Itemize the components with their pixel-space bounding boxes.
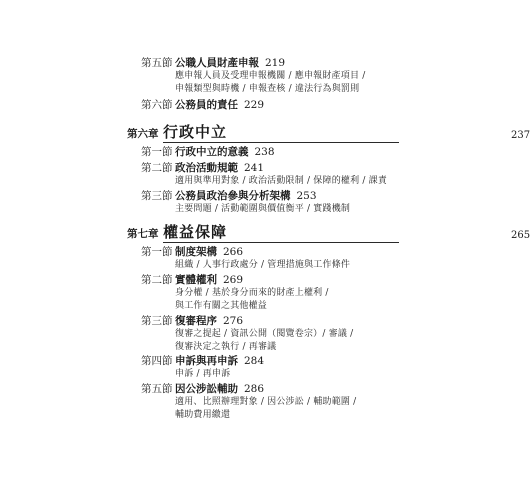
toc-chapter-6 <box>127 123 530 144</box>
section-page-number: 241 <box>244 162 265 174</box>
section-title: 實體權利 <box>175 274 217 286</box>
section-title: 申訴與再申訴 <box>175 355 238 367</box>
section-subtopics: 適用、比照辦理對象 / 因公涉訟 / 輔助範圍 / <box>175 397 357 407</box>
section-title: 因公涉訟輔助 <box>175 383 238 395</box>
section-number: 第三節 <box>141 315 173 327</box>
toc-chapter-7 <box>127 223 530 244</box>
section-subtopics: 應申報人員及受理申報機關 / 應申報財產項目 / <box>175 71 366 81</box>
section-number: 第一節 <box>141 246 173 258</box>
section-number: 第二節 <box>141 162 173 174</box>
section-number: 第四節 <box>141 355 173 367</box>
section-title: 行政中立的意義 <box>175 146 249 158</box>
toc-section-6-3 <box>141 190 441 216</box>
toc-section-7-1 <box>141 246 441 272</box>
section-title: 政治活動規範 <box>175 162 238 174</box>
section-subtopics: 適用與準用對象 / 政治活動限制 / 保障的權利 / 課責 <box>175 176 388 186</box>
toc-section-7-4 <box>141 355 441 381</box>
chapter-page-number: 237 <box>511 130 530 141</box>
toc-section-6-2 <box>141 162 441 188</box>
toc-section-7-5 <box>141 383 441 422</box>
section-subtopics: 輔助費用繳還 <box>175 410 231 420</box>
section-title: 公職人員財產申報 <box>175 57 259 69</box>
section-page-number: 266 <box>223 246 244 258</box>
section-page-number: 238 <box>254 146 275 158</box>
section-subtopics: 與工作有關之其他權益 <box>175 301 268 311</box>
section-subtopics: 主要問題 / 活動範圍與價值衡平 / 實踐機制 <box>175 204 351 214</box>
chapter-rule <box>163 142 399 143</box>
section-number: 第三節 <box>141 190 173 202</box>
chapter-page-number: 265 <box>511 230 530 241</box>
section-subtopics: 復審之提起 / 資訊公開（閱覽卷宗）/ 審議 / <box>175 329 354 339</box>
chapter-number: 第六章 <box>127 128 159 140</box>
section-number: 第二節 <box>141 274 173 286</box>
section-page-number: 253 <box>296 190 317 202</box>
toc-section-5-5 <box>141 57 441 96</box>
toc-section-6-1 <box>141 146 441 159</box>
chapter-title: 行政中立 <box>163 123 228 141</box>
chapter-title: 權益保障 <box>163 223 228 241</box>
section-page-number: 286 <box>244 383 265 395</box>
toc-section-7-3 <box>141 315 441 354</box>
section-title: 公務員政治參與分析架構 <box>175 190 291 202</box>
section-number: 第六節 <box>141 99 173 111</box>
section-title: 制度架構 <box>175 246 217 258</box>
toc-section-7-2 <box>141 274 441 313</box>
section-subtopics: 組織 / 人事行政處分 / 管理措施與工作條件 <box>175 260 351 270</box>
chapter-number: 第七章 <box>127 228 159 240</box>
chapter-rule <box>163 242 399 243</box>
section-subtopics: 申訴 / 再申訴 <box>175 369 231 379</box>
section-subtopics: 身分權 / 基於身分而來的財產上權利 / <box>175 288 329 298</box>
section-page-number: 284 <box>244 355 265 367</box>
section-subtopics: 復審決定之執行 / 再審議 <box>175 342 277 352</box>
section-subtopics: 申報類型與時機 / 申報查核 / 違法行為與罰則 <box>175 84 360 94</box>
toc-section-5-6 <box>141 99 441 112</box>
section-page-number: 219 <box>265 57 286 69</box>
section-number: 第五節 <box>141 57 173 69</box>
section-number: 第五節 <box>141 383 173 395</box>
section-title: 公務員的責任 <box>175 99 238 111</box>
section-page-number: 276 <box>223 315 244 327</box>
section-title: 復審程序 <box>175 315 217 327</box>
section-page-number: 269 <box>223 274 244 286</box>
section-number: 第一節 <box>141 146 173 158</box>
section-page-number: 229 <box>244 99 265 111</box>
